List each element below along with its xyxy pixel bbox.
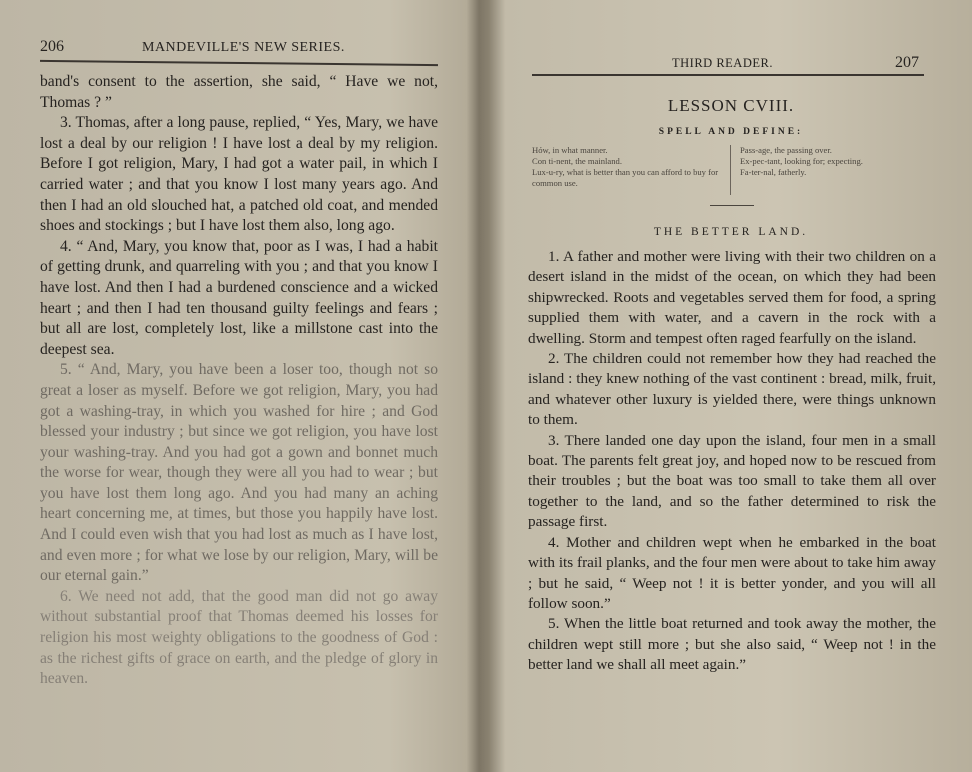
spell-define-heading: SPELL AND DEFINE:: [658, 127, 804, 137]
vocab-entry: Lux-u-ry, what is better than you can afford to buy for common use.: [532, 167, 719, 188]
vocab-entry: Con ti-nent, the mainland.: [532, 156, 622, 166]
lesson-title: LESSON CVIII.: [667, 96, 795, 115]
right-running-head: THIRD READER.: [672, 56, 773, 70]
left-header-rule: [40, 60, 438, 66]
left-page-body: [40, 72, 438, 690]
left-paragraph: 4. “ And, Mary, you know that, poor as I was, I had a habit of getting drunk, and quarreling with you ; and that you know I have lost. And then I had a burdened conscience and a wicked heart ; and then I had ten thousand guilty feelings and fears ; but all are lost, completely lost, like a millstone cast into the deepest sea.: [40, 237, 438, 358]
right-page-body: [528, 247, 936, 676]
vocab-entry: Pass-age, the passing over.: [740, 145, 832, 155]
left-paragraph: 6. We need not add, that the good man did not go away without substantial proof that Thomas deemed his losses for religion his most weighty obligations to the goodness of God : as the richest gifts of grace on earth, and the pledge of glory in heaven.: [40, 587, 438, 688]
right-paragraph: 1. A father and mother were living with their two children on a desert island in the midst of the ocean, on which they had been shipwrecked. Roots and vegetables served them for food, a spring supplied them with water, and a cavern in the rock with a dwelling. Storm and tempest often raged fearfully on the island.: [528, 248, 936, 347]
right-page: [490, 0, 972, 772]
left-paragraph: 3. Thomas, after a long pause, replied, “ Yes, Mary, we have lost a deal by our religion ! I have lost a deal by my religion. Before I got religion, Mary, I had got a water pail, in which I carried water ; and that you know I lost many years ago. And then I had an old slouched hat, a patched old coat, and mended shoes and stockings ; but I have lost them also, long ago.: [40, 114, 438, 235]
left-paragraph: 5. “ And, Mary, you have been a loser too, though not so great a loser as myself. Before we got religion, Mary, you had got a washing-tray, in which you washed for hire ; and God blessed your industry ; but since we got religion, you have lost your washing-tray. And you had got a gown and bonnet much the worse for wear, though they were all you had to wear ; but you have lost them long ago. And you had many an aching heart concerning me, at times, but those you happily have lost. And I could even wish that you had lost as much as I have lost, and even more ; for what we lose by our religion, Mary, will be our eternal gain.”: [40, 361, 438, 585]
left-page: [0, 0, 478, 772]
section-divider: [710, 205, 754, 206]
right-paragraph: 4. Mother and children wept when he embarked in the boat with its frail planks, and the four men were about to take him away ; but he said, “ Weep not ! it is better yonder, and you will all follow soon.”: [528, 533, 936, 612]
right-paragraph: 5. When the little boat returned and took away the mother, the children wept still more ; but she also said, “ Weep not ! in the better land we shall all meet again.”: [528, 615, 936, 674]
right-paragraph: 2. The children could not remember how they had reached the island : they knew nothing of the vast continent : bread, milk, fruit, and whatever other luxury is yielded there, were things unknown to them.: [528, 350, 936, 429]
left-paragraph: band's consent to the assertion, she said, “ Have we not, Thomas ? ”: [40, 73, 438, 111]
right-paragraph: 3. There landed one day upon the island, four men in a small boat. The parents felt great joy, and hoped now to be rescued from their troubles ; but the boat was too small to take them all over together to the land, and so the father determined to risk the passage first.: [528, 431, 936, 531]
vocab-divider: [730, 145, 731, 195]
left-page-number: 206: [40, 38, 64, 55]
vocab-entry: Ex-pec-tant, looking for; expecting.: [740, 156, 863, 166]
vocab-entry: Fa-ter-nal, fatherly.: [740, 167, 807, 177]
vocab-entry: Hów, in what manner.: [532, 145, 608, 155]
right-header-rule: [532, 74, 924, 76]
story-title: THE BETTER LAND.: [653, 226, 809, 238]
right-page-number: 207: [895, 54, 919, 71]
left-running-head: MANDEVILLE'S NEW SERIES.: [142, 40, 345, 55]
vocab-list-right: [740, 145, 936, 178]
vocab-list-left: [532, 145, 724, 189]
